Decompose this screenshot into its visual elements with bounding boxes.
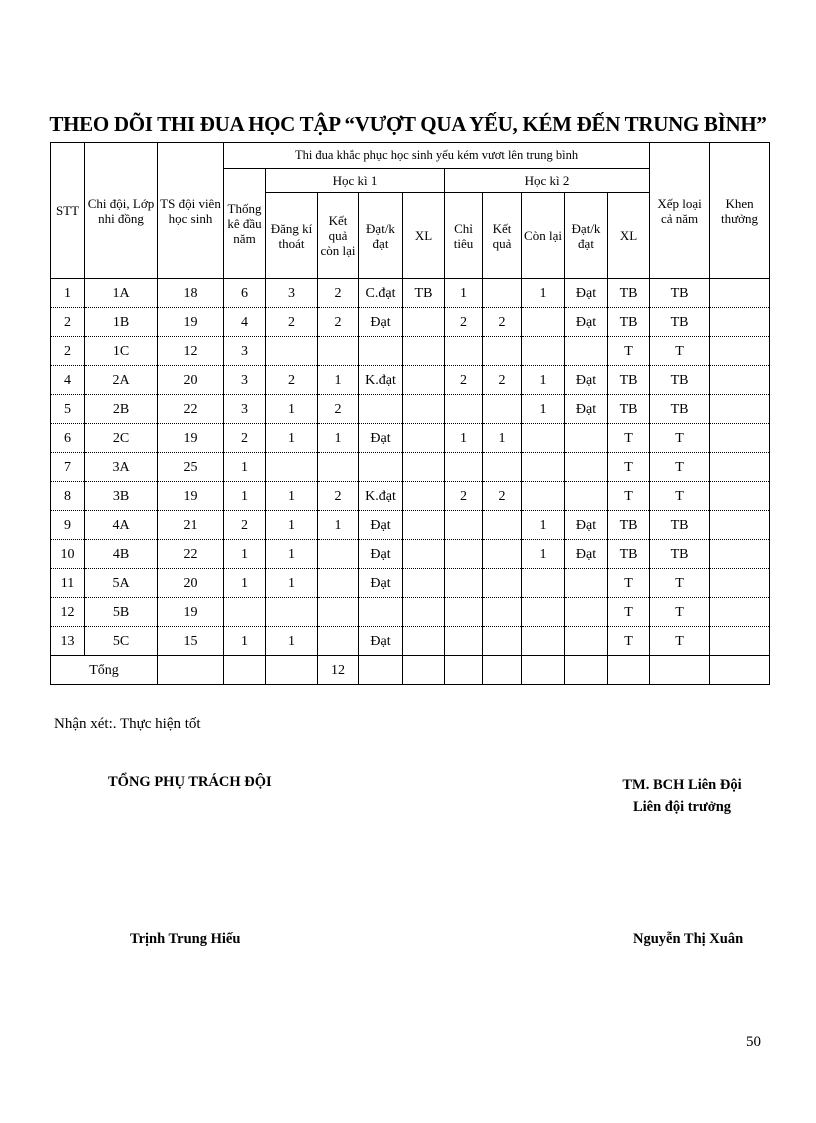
table-cell: 1 xyxy=(266,627,318,656)
table-cell: 1 xyxy=(522,395,565,424)
table-cell xyxy=(403,337,445,366)
table-cell: 1 xyxy=(224,627,266,656)
table-cell xyxy=(445,540,483,569)
table-cell: 4 xyxy=(51,366,85,395)
table-cell: 1C xyxy=(85,337,158,366)
table-cell: TB xyxy=(650,511,710,540)
table-cell: 1 xyxy=(266,511,318,540)
table-row xyxy=(51,279,770,308)
table-cell: 1 xyxy=(522,366,565,395)
table-cell: Đạt xyxy=(359,569,403,598)
signature-right-name: Nguyễn Thị Xuân xyxy=(633,931,744,947)
table-cell: 3 xyxy=(266,279,318,308)
table-cell: TB xyxy=(650,308,710,337)
total-cell xyxy=(608,656,650,685)
table-cell: 12 xyxy=(158,337,224,366)
table-cell: T xyxy=(650,453,710,482)
table-cell xyxy=(403,627,445,656)
table-cell: 1 xyxy=(522,540,565,569)
table-cell xyxy=(359,395,403,424)
table-cell: T xyxy=(608,453,650,482)
table-cell: 2 xyxy=(224,511,266,540)
table-cell xyxy=(565,337,608,366)
table-cell xyxy=(565,453,608,482)
table-cell: 2 xyxy=(445,308,483,337)
remark: Nhận xét:. Thực hiện tốt xyxy=(54,716,201,732)
table-cell: 2 xyxy=(51,337,85,366)
table-cell: T xyxy=(608,337,650,366)
signature-right-block xyxy=(612,774,752,818)
table-row xyxy=(51,366,770,395)
table-cell: 1 xyxy=(483,424,522,453)
header-competition-group: Thi đua khắc phục học sinh yếu kém vươt lên trung bình xyxy=(224,143,650,169)
total-cell xyxy=(565,656,608,685)
table-cell: 3 xyxy=(224,395,266,424)
table-cell: 19 xyxy=(158,598,224,627)
total-cell xyxy=(710,656,770,685)
table-cell xyxy=(710,540,770,569)
header-semester-1: Học kì 1 xyxy=(266,169,445,193)
table-cell xyxy=(522,337,565,366)
table-cell: TB xyxy=(650,279,710,308)
table-cell xyxy=(483,627,522,656)
table-cell: 22 xyxy=(158,395,224,424)
table-cell xyxy=(710,598,770,627)
table-row xyxy=(51,627,770,656)
table-cell: 3 xyxy=(224,366,266,395)
table-cell xyxy=(483,569,522,598)
table-cell: 1 xyxy=(266,395,318,424)
table-cell: 1 xyxy=(522,279,565,308)
table-cell xyxy=(359,453,403,482)
table-cell: Đạt xyxy=(565,540,608,569)
table-cell: 1 xyxy=(266,569,318,598)
table-cell: T xyxy=(608,569,650,598)
header-xl-2: XL xyxy=(608,193,650,279)
table-cell: 8 xyxy=(51,482,85,511)
header-semester-2: Học kì 2 xyxy=(445,169,650,193)
table-cell xyxy=(445,453,483,482)
total-cell xyxy=(522,656,565,685)
table-cell xyxy=(483,279,522,308)
table-cell: TB xyxy=(650,366,710,395)
table-cell: 2 xyxy=(445,366,483,395)
header-stt: STT xyxy=(51,143,85,279)
table-cell: 20 xyxy=(158,366,224,395)
table-cell: 1 xyxy=(522,511,565,540)
header-reward: Khen thưởng xyxy=(710,143,770,279)
table-cell: 2 xyxy=(483,366,522,395)
table-cell xyxy=(403,395,445,424)
table-cell: TB xyxy=(608,511,650,540)
total-cell xyxy=(266,656,318,685)
table-cell: 1 xyxy=(224,540,266,569)
table-cell xyxy=(318,540,359,569)
table-cell xyxy=(710,308,770,337)
table-cell xyxy=(403,540,445,569)
table-cell: 5 xyxy=(51,395,85,424)
table-cell xyxy=(522,569,565,598)
table-cell: 6 xyxy=(224,279,266,308)
table-row xyxy=(51,308,770,337)
table-cell xyxy=(710,337,770,366)
table-cell: 2C xyxy=(85,424,158,453)
table-row xyxy=(51,540,770,569)
table-cell xyxy=(710,511,770,540)
table-cell: 2 xyxy=(318,395,359,424)
table-cell: 2 xyxy=(483,482,522,511)
table-cell xyxy=(403,308,445,337)
table-cell xyxy=(445,598,483,627)
table-cell xyxy=(445,569,483,598)
table-cell: T xyxy=(650,424,710,453)
table-cell: 5A xyxy=(85,569,158,598)
table-cell xyxy=(710,279,770,308)
table-row xyxy=(51,598,770,627)
table-cell xyxy=(403,482,445,511)
table-cell: 3A xyxy=(85,453,158,482)
page-title: THEO DÕI THI ĐUA HỌC TẬP “VƯỢT QUA YẾU, KÉM ĐẾN TRUNG BÌNH” xyxy=(49,112,767,136)
table-cell: 2 xyxy=(483,308,522,337)
table-cell: Đạt xyxy=(565,511,608,540)
table-cell: TB xyxy=(650,540,710,569)
table-cell: 2 xyxy=(266,308,318,337)
table-cell: 1 xyxy=(266,540,318,569)
table-cell: 15 xyxy=(158,627,224,656)
header-result-remaining: Kết quả còn lại xyxy=(318,193,359,279)
table-cell xyxy=(483,395,522,424)
table-cell xyxy=(710,395,770,424)
table-cell: TB xyxy=(608,366,650,395)
table-cell: 19 xyxy=(158,308,224,337)
table-cell: 19 xyxy=(158,424,224,453)
table-cell xyxy=(318,453,359,482)
table-cell: 2 xyxy=(318,279,359,308)
table-cell: T xyxy=(608,598,650,627)
table-cell xyxy=(266,337,318,366)
header-achieved-1: Đạt/k đạt xyxy=(359,193,403,279)
signature-right-subtitle: Liên đội trưởng xyxy=(632,799,732,815)
table-cell: TB xyxy=(608,279,650,308)
table-cell: 1B xyxy=(85,308,158,337)
table-cell xyxy=(522,424,565,453)
table-cell xyxy=(318,598,359,627)
table-cell: Đạt xyxy=(359,424,403,453)
table-cell xyxy=(522,453,565,482)
header-remaining-2: Còn lại xyxy=(522,193,565,279)
table-cell xyxy=(403,366,445,395)
table-cell: T xyxy=(650,598,710,627)
table-cell: TB xyxy=(608,308,650,337)
table-cell: Đạt xyxy=(359,627,403,656)
table-cell: TB xyxy=(608,540,650,569)
table-cell: 11 xyxy=(51,569,85,598)
table-cell xyxy=(522,627,565,656)
table-cell xyxy=(318,569,359,598)
table-cell xyxy=(266,453,318,482)
table-cell: 2 xyxy=(445,482,483,511)
table-cell: 1 xyxy=(224,482,266,511)
table-cell xyxy=(710,453,770,482)
table-cell: K.đạt xyxy=(359,366,403,395)
table-cell: Đạt xyxy=(359,540,403,569)
table-cell xyxy=(359,337,403,366)
table-cell: T xyxy=(608,627,650,656)
table-cell xyxy=(565,569,608,598)
total-cell xyxy=(445,656,483,685)
table-cell: T xyxy=(650,569,710,598)
header-target: Chỉ tiêu xyxy=(445,193,483,279)
table-cell xyxy=(266,598,318,627)
table-cell: 2 xyxy=(51,308,85,337)
total-cell xyxy=(224,656,266,685)
table-cell: 25 xyxy=(158,453,224,482)
table-cell: 1A xyxy=(85,279,158,308)
page-number: 50 xyxy=(746,1034,761,1050)
table-cell: 1 xyxy=(445,279,483,308)
table-cell: 21 xyxy=(158,511,224,540)
table-cell xyxy=(445,511,483,540)
total-cell xyxy=(483,656,522,685)
table-cell: T xyxy=(650,337,710,366)
table-cell xyxy=(318,627,359,656)
total-label: Tổng xyxy=(51,656,158,685)
table-cell: 20 xyxy=(158,569,224,598)
table-cell: 10 xyxy=(51,540,85,569)
table-cell: TB xyxy=(608,395,650,424)
signature-left-name: Trịnh Trung Hiếu xyxy=(130,931,241,947)
table-cell: 4A xyxy=(85,511,158,540)
signature-right-title: TM. BCH Liên Đội xyxy=(622,777,742,793)
total-cell xyxy=(403,656,445,685)
table-cell: 1 xyxy=(51,279,85,308)
table-cell: 12 xyxy=(51,598,85,627)
table-cell: 4B xyxy=(85,540,158,569)
header-total-students: TS đội viên học sinh xyxy=(158,143,224,279)
table-cell xyxy=(483,598,522,627)
table-cell: 13 xyxy=(51,627,85,656)
header-achieved-2: Đạt/k đạt xyxy=(565,193,608,279)
table-cell: 3 xyxy=(224,337,266,366)
table-body xyxy=(51,279,770,685)
table-cell xyxy=(445,337,483,366)
table-cell xyxy=(522,308,565,337)
table-cell xyxy=(522,482,565,511)
header-year-rank: Xếp loại cả năm xyxy=(650,143,710,279)
table-cell: Đạt xyxy=(565,395,608,424)
table-row xyxy=(51,569,770,598)
table-cell xyxy=(565,627,608,656)
table-cell: Đạt xyxy=(359,511,403,540)
table-cell: 1 xyxy=(266,424,318,453)
table-cell: 22 xyxy=(158,540,224,569)
table-cell: C.đạt xyxy=(359,279,403,308)
table-cell: 5B xyxy=(85,598,158,627)
table-cell: 2 xyxy=(318,308,359,337)
table-cell: T xyxy=(650,482,710,511)
table-row xyxy=(51,511,770,540)
table-cell: 18 xyxy=(158,279,224,308)
header-xl-1: XL xyxy=(403,193,445,279)
header-start-stat: Thống kê đầu năm xyxy=(224,169,266,279)
table-cell xyxy=(403,511,445,540)
table-cell: T xyxy=(608,424,650,453)
total-row xyxy=(51,656,770,685)
table-cell xyxy=(359,598,403,627)
table-cell xyxy=(522,598,565,627)
table-cell: TB xyxy=(650,395,710,424)
table-cell: 2 xyxy=(266,366,318,395)
table-cell xyxy=(710,569,770,598)
table-cell: 1 xyxy=(445,424,483,453)
table-cell xyxy=(224,598,266,627)
table-cell: 2A xyxy=(85,366,158,395)
total-cell xyxy=(650,656,710,685)
tracking-table xyxy=(50,142,770,685)
table-cell xyxy=(565,598,608,627)
table-cell xyxy=(710,627,770,656)
table-cell xyxy=(483,337,522,366)
table-cell xyxy=(483,540,522,569)
table-cell xyxy=(403,453,445,482)
table-cell xyxy=(318,337,359,366)
table-cell: 1 xyxy=(266,482,318,511)
table-cell: 1 xyxy=(318,511,359,540)
table-row xyxy=(51,482,770,511)
table-cell: 2B xyxy=(85,395,158,424)
table-cell: T xyxy=(608,482,650,511)
table-cell xyxy=(445,627,483,656)
table-cell: Đạt xyxy=(565,308,608,337)
table-cell: T xyxy=(650,627,710,656)
table-cell xyxy=(710,424,770,453)
table-cell: 6 xyxy=(51,424,85,453)
table-cell: K.đạt xyxy=(359,482,403,511)
table-cell xyxy=(710,366,770,395)
total-cell xyxy=(158,656,224,685)
table-cell: 1 xyxy=(318,424,359,453)
table-cell xyxy=(403,424,445,453)
table-header xyxy=(51,143,770,279)
total-cell: 12 xyxy=(318,656,359,685)
header-result-2: Kết quả xyxy=(483,193,522,279)
header-class: Chi đội, Lớp nhi đồng xyxy=(85,143,158,279)
table-cell: 1 xyxy=(224,453,266,482)
table-cell xyxy=(710,482,770,511)
table-cell: 3B xyxy=(85,482,158,511)
table-row xyxy=(51,453,770,482)
table-cell: 2 xyxy=(318,482,359,511)
table-cell xyxy=(565,424,608,453)
table-cell: 19 xyxy=(158,482,224,511)
table-cell xyxy=(483,453,522,482)
table-cell xyxy=(565,482,608,511)
table-cell: 1 xyxy=(318,366,359,395)
table-cell: Đạt xyxy=(359,308,403,337)
table-cell xyxy=(483,511,522,540)
table-cell: 4 xyxy=(224,308,266,337)
table-cell: 5C xyxy=(85,627,158,656)
table-cell xyxy=(445,395,483,424)
header-registered-exit: Đăng kí thoát xyxy=(266,193,318,279)
table-cell: Đạt xyxy=(565,366,608,395)
total-cell xyxy=(359,656,403,685)
table-row xyxy=(51,337,770,366)
table-cell: 2 xyxy=(224,424,266,453)
table-cell xyxy=(403,569,445,598)
table-row xyxy=(51,395,770,424)
table-cell xyxy=(403,598,445,627)
table-cell: 9 xyxy=(51,511,85,540)
table-cell: 7 xyxy=(51,453,85,482)
table-row xyxy=(51,424,770,453)
signature-left-title: TỔNG PHỤ TRÁCH ĐỘI xyxy=(108,774,272,790)
table-cell: Đạt xyxy=(565,279,608,308)
table-cell: 1 xyxy=(224,569,266,598)
table-cell: TB xyxy=(403,279,445,308)
